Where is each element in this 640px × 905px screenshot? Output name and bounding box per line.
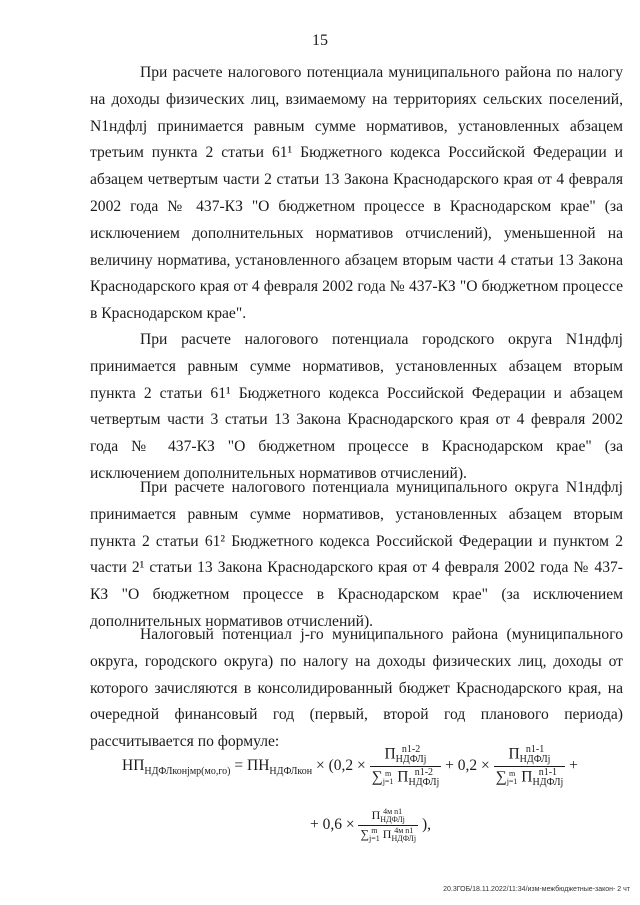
paragraph-1: При расчете налогового потенциала муниципального района по налогу на доходы физических лиц, взимаемому на территориях сельских поселений, N1ндфлj принимается равным сумме нормативов, установленных абзацем третьим пункта 2 статьи 61¹ Бюджетного кодекса Российской Федерации и абзацем четвертым части 2 статьи 13 Закона Краснодарского края от 4 февраля 2002 года № 437-КЗ "О бюджетном процессе в Краснодарском крае" (за исключением дополнительных нормативов отчислений), уменьшенной на величину норматива, установленного абзацем вторым части 4 статьи 13 Закона Краснодарского края от 4 февраля 2002 года № 437-КЗ "О бюджетном процессе в Краснодарском крае".: [90, 64, 623, 323]
frac3-sum-top: m: [371, 826, 378, 835]
frac2-sum-bot: j=1: [506, 777, 518, 786]
paragraph-3: При расчете налогового потенциала муниципального округа N1ндфлj принимается равным сумме нормативов, установленных абзацем вторым пункта 2 статьи 61² Бюджетного кодекса Российской Федерации и пунктом 2 части 2¹ статьи 13 Закона Краснодарского края от 4 февраля 2002 года № 437-КЗ "О бюджетном процессе в Краснодарском крае" (за исключением дополнительных нормативов отчислений).: [90, 479, 623, 630]
frac3-den-p: П: [382, 826, 392, 841]
frac2-den-sub: НДФЛj: [532, 777, 564, 788]
frac2-den-p: П: [521, 768, 533, 786]
frac1-num-sub: НДФЛj: [395, 754, 427, 765]
formula-plus-end: +: [569, 757, 578, 775]
frac2-den-sigma: ∑: [495, 768, 507, 786]
frac2-sum-top: m: [508, 769, 516, 778]
frac1-sum-top: m: [384, 769, 392, 778]
formula-pn-sub: НДФЛкон: [269, 766, 313, 778]
frac1-den-sup: n1-2: [414, 767, 434, 778]
frac2-num-sup: n1-1: [525, 744, 545, 755]
paragraph-4: Налоговый потенциал j-го муниципального района (муниципального округа, городского округа) по налогу на доходы физических лиц, доходы от которого зачисляются в консолидированный бюджет Краснодарского края, на очередной финансовый год (первый, второй год планового периода) рассчитывается по формуле:: [90, 626, 623, 751]
formula-close: ),: [421, 816, 431, 834]
frac3-den-sigma: ∑: [360, 826, 370, 841]
page-number: 15: [312, 32, 328, 49]
formula-coef-2: + 0,2 ×: [445, 757, 490, 775]
formula-lhs: НП: [122, 757, 145, 775]
formula-line-1: [122, 745, 578, 788]
frac2-num-p: П: [508, 745, 520, 763]
frac1-sum-bot: j=1: [382, 777, 394, 786]
frac1-num-sup: n1-2: [401, 744, 421, 755]
fraction-1: [370, 745, 442, 788]
frac1-den-sub: НДФЛj: [408, 777, 440, 788]
formula-eq: = ПН: [234, 757, 270, 775]
paragraph-2: При расчете налогового потенциала городского округа N1ндфлj принимается равным сумме нормативов, установленных абзацем вторым пункта 2 статьи 61¹ Бюджетного кодекса Российской Федерации и абзацем четвертым части 3 статьи 13 Закона Краснодарского края от 4 февраля 2002 года № 437-КЗ "О бюджетном процессе в Краснодарском крае" (за исключением дополнительных нормативов отчислений).: [90, 331, 623, 482]
frac3-num-p: П: [371, 807, 381, 822]
frac3-den-sup: 4м n1: [394, 826, 414, 835]
formula-lhs-sub: НДФЛконjмр(мо,го): [144, 766, 231, 778]
frac1-num-p: П: [384, 745, 396, 763]
frac2-den-sup: n1-1: [538, 767, 558, 778]
formula-line-2: [310, 808, 431, 843]
frac1-den-p: П: [397, 768, 409, 786]
frac3-den-sub: НДФЛj: [391, 834, 417, 843]
formula-coef-1: × (0,2 ×: [315, 757, 366, 775]
fraction-2: [494, 745, 566, 788]
fraction-3: [358, 808, 418, 843]
formula-coef-3: + 0,6 ×: [310, 816, 355, 834]
frac3-num-sup: 4м n1: [383, 807, 403, 816]
frac2-num-sub: НДФЛj: [519, 754, 551, 765]
frac3-num-sub: НДФЛj: [380, 815, 405, 824]
frac3-sum-bot: j=1: [369, 834, 380, 843]
footer-stamp: 20.3ГОБ/18.11.2022/11:34/изм-межбюджетные-закон- 2 чт: [443, 886, 630, 893]
frac1-den-sigma: ∑: [371, 768, 383, 786]
